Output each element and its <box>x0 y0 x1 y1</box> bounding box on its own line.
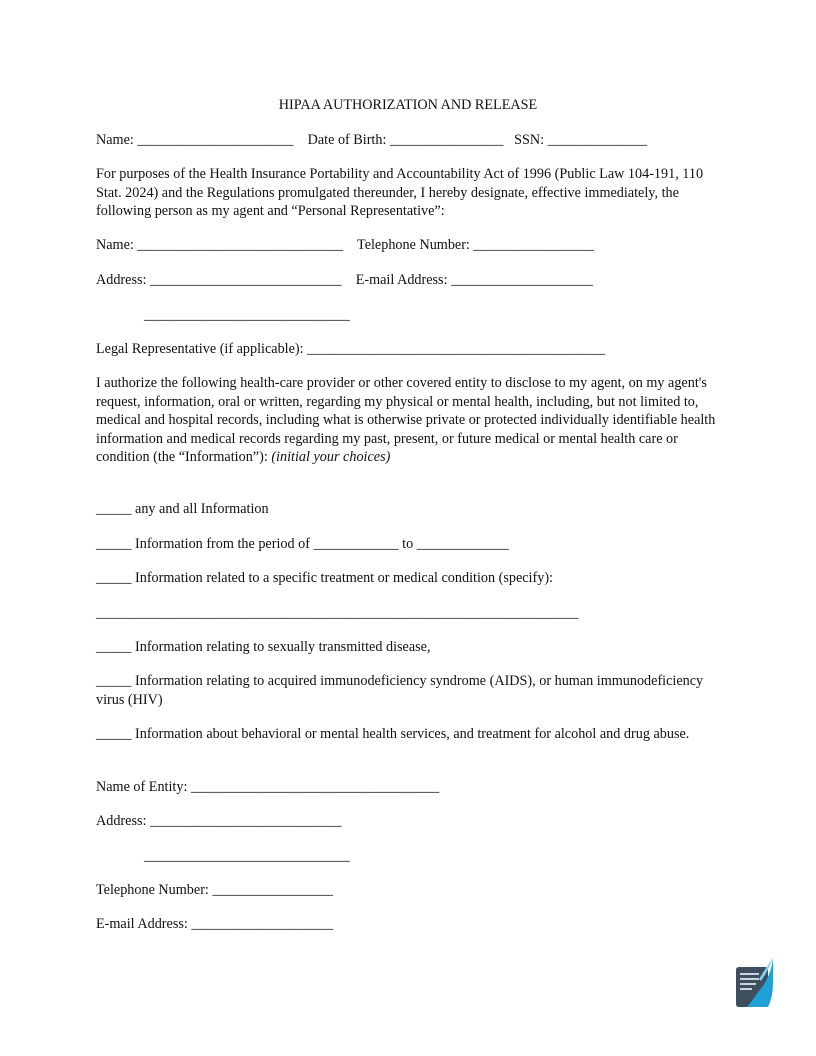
authorization-paragraph <box>96 374 721 467</box>
specific-condition-line: ____________________________________________________________________ <box>96 605 579 621</box>
intro-paragraph: For purposes of the Health Insurance Portability and Accountability Act of 1996 (Public Law 104-191, 110 Stat. 2024) and the Regulations promulgated thereunder, I hereby designate, effective immediately, the following person as my agent and “Personal Representative”: <box>96 166 704 219</box>
choice-period: _____ Information from the period of ____________ to _____________ <box>96 536 509 552</box>
document-logo-icon <box>735 957 775 1011</box>
agent-address-email-line: Address: ___________________________ E-mail Address: ____________________ <box>96 272 593 288</box>
agent-address-line-2: _____________________________ <box>144 307 350 323</box>
entity-address-line-2: _____________________________ <box>144 848 350 864</box>
legal-representative-line: Legal Representative (if applicable): __________________________________________ <box>96 341 606 357</box>
choice-std: _____ Information relating to sexually transmitted disease, <box>96 639 431 655</box>
choice-aids-hiv: _____ Information relating to acquired immunodeficiency syndrome (AIDS), or human immunodeficiency virus (HIV) <box>96 673 704 708</box>
agent-name-phone-line: Name: _____________________________ Telephone Number: _________________ <box>96 237 595 253</box>
choice-all-information: _____ any and all Information <box>96 501 269 517</box>
entity-phone-line: Telephone Number: _________________ <box>96 882 334 898</box>
choice-behavioral: _____ Information about behavioral or mental health services, and treatment for alcohol and drug abuse. <box>96 726 690 742</box>
authorization-note: (initial your choices) <box>271 449 391 465</box>
entity-email-line: E-mail Address: ____________________ <box>96 916 334 932</box>
document-title: HIPAA AUTHORIZATION AND RELEASE <box>278 97 538 113</box>
entity-name-line: Name of Entity: ___________________________________ <box>96 779 440 795</box>
entity-address-line: Address: ___________________________ <box>96 813 342 829</box>
authorization-text: I authorize the following health-care provider or other covered entity to disclose to my agent, on my agent's request, information, oral or written, regarding my physical or mental health, including, but not limited to, medical and hospital records, including what is otherwise private or protected individually identifiable health information and medical records regarding my past, present, or future medical or mental health care or condition (the “Information”): <box>96 375 716 465</box>
choice-specific-condition: _____ Information related to a specific treatment or medical condition (specify): <box>96 570 553 586</box>
name-dob-ssn-line: Name: ______________________ Date of Birth: ________________ SSN: ______________ <box>96 132 647 148</box>
